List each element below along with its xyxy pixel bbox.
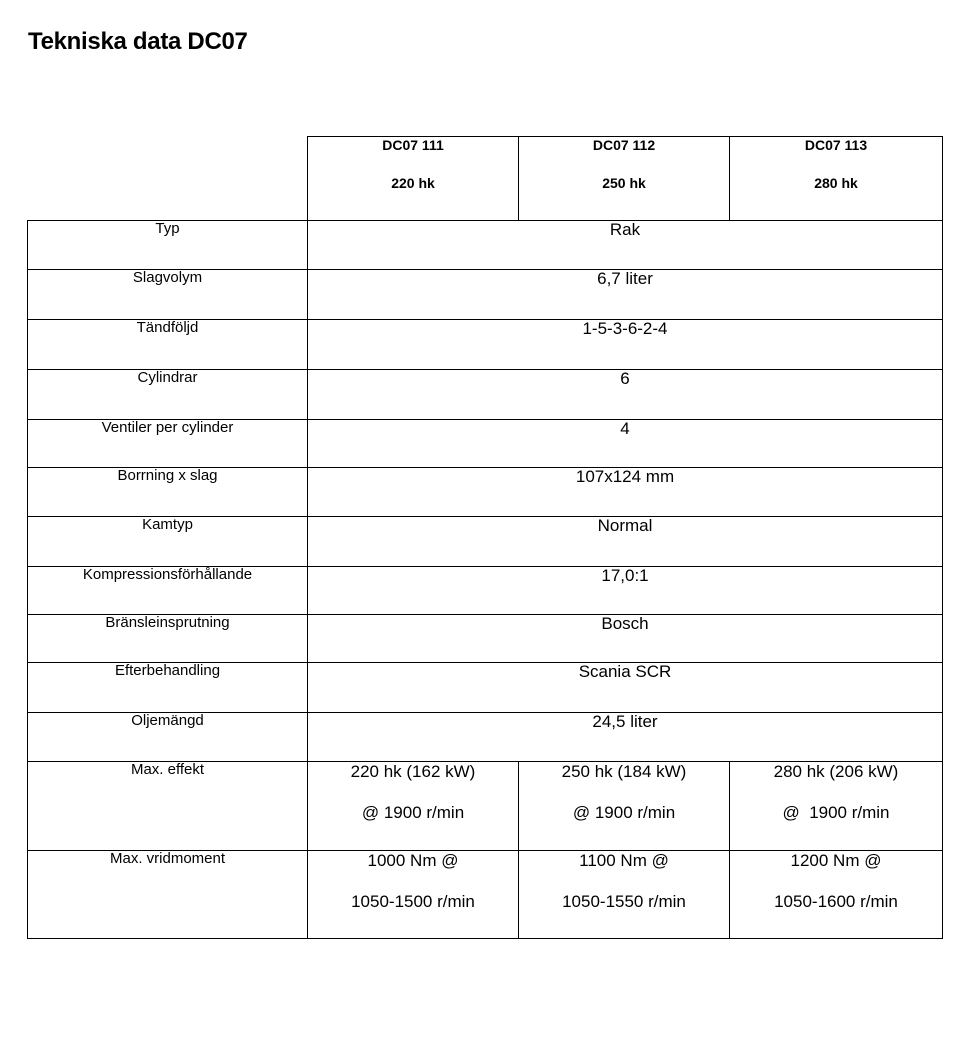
table-row [28,468,943,517]
table-row [28,221,943,270]
torque-value: 1000 Nm @ [367,851,459,870]
power-value: 280 hk (206 kW) [773,762,899,781]
model-name: DC07 111 [382,137,444,153]
header-cell-dc07-111 [308,137,519,221]
spec-table [27,136,943,939]
row-label: Bränsleinsprutning [28,615,308,663]
model-power: 280 hk [814,175,858,191]
row-label: Kompressionsförhållande [28,567,308,615]
header-cell-dc07-113 [730,137,943,221]
power-rpm: @ 1900 r/min [361,803,465,822]
header-cell-dc07-112 [519,137,730,221]
max-effekt-cell-111 [308,762,519,851]
table-row [28,663,943,713]
row-value: 17,0:1 [308,567,943,615]
power-value: 220 hk (162 kW) [350,762,476,781]
row-value: Normal [308,517,943,567]
row-value: 1-5-3-6-2-4 [308,320,943,370]
page-title: Tekniska data DC07 [28,28,248,55]
row-value: 107x124 mm [308,468,943,517]
torque-rpm: 1050-1600 r/min [774,892,898,911]
model-name: DC07 112 [592,137,656,153]
torque-value: 1200 Nm @ [790,851,882,870]
model-power: 250 hk [602,175,646,191]
row-label: Slagvolym [28,270,308,320]
row-value: 6,7 liter [308,270,943,320]
row-label: Ventiler per cylinder [28,420,308,468]
power-value: 250 hk (184 kW) [561,762,687,781]
torque-rpm: 1050-1550 r/min [562,892,686,911]
row-label: Typ [28,221,308,270]
row-label: Tändföljd [28,320,308,370]
table-row-max-vridmoment [28,851,943,939]
row-label: Oljemängd [28,713,308,762]
max-vridmoment-cell-112 [519,851,730,939]
table-row [28,270,943,320]
max-vridmoment-cell-113 [730,851,943,939]
max-vridmoment-cell-111 [308,851,519,939]
row-label: Borrning x slag [28,468,308,517]
table-row [28,615,943,663]
row-value: Rak [308,221,943,270]
row-value: 4 [308,420,943,468]
torque-rpm: 1050-1500 r/min [351,892,475,911]
table-row [28,713,943,762]
table-row-max-effekt [28,762,943,851]
row-value: Scania SCR [308,663,943,713]
row-value: 6 [308,370,943,420]
table-row [28,517,943,567]
row-value: 24,5 liter [308,713,943,762]
model-name: DC07 113 [804,137,868,153]
table-row [28,370,943,420]
max-effekt-cell-113 [730,762,943,851]
empty-corner-cell [28,137,308,221]
power-rpm: @ 1900 r/min [572,803,676,822]
row-label: Max. vridmoment [28,851,308,939]
row-label: Cylindrar [28,370,308,420]
table-row [28,320,943,370]
max-effekt-cell-112 [519,762,730,851]
table-row [28,567,943,615]
power-rpm: @ 1900 r/min [782,803,890,822]
torque-value: 1100 Nm @ [579,851,669,870]
model-power: 220 hk [391,175,435,191]
row-label: Efterbehandling [28,663,308,713]
table-row [28,420,943,468]
row-label: Max. effekt [28,762,308,851]
table-header-row [28,137,943,221]
row-label: Kamtyp [28,517,308,567]
row-value: Bosch [308,615,943,663]
